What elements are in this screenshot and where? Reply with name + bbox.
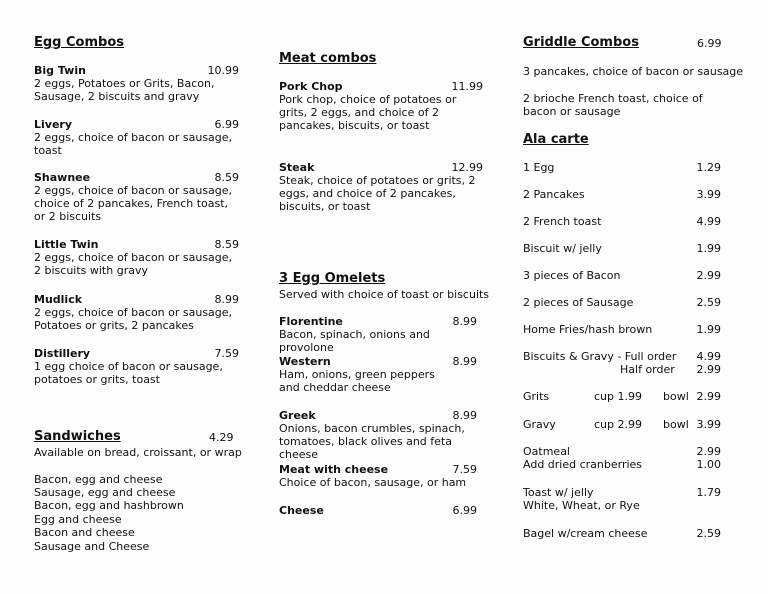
item-name: 2 Pancakes [523,188,585,201]
item-name: 2 French toast [523,215,602,228]
menu-item-livery [34,118,239,157]
toast-options: White, Wheat, or Rye [523,499,640,512]
ala-carte-item [523,215,721,228]
item-name: Mudlick [34,293,83,306]
item-price: 11.99 [451,80,483,93]
menu-item-shawnee [34,171,239,223]
menu-item-mudlick [34,293,239,332]
item-price: 2.99 [696,445,721,458]
item-price: 3.99 [696,418,721,431]
item-description: 2 eggs, Potatoes or Grits, Bacon, Sausage, 2 biscuits and gravy [34,77,215,103]
item-price: 8.99 [214,293,239,306]
addon-price: 1.00 [696,458,721,471]
omelets-note: Served with choice of toast or biscuits [279,288,490,301]
item-price: 2.99 [696,390,721,403]
sandwich-item: Bacon, egg and cheese [34,473,163,486]
item-price: 1.99 [696,242,721,255]
ala-carte-heading: Ala carte [523,132,589,147]
half-order-label: Half order [620,363,675,376]
item-description: Steak, choice of potatoes or grits, 2 eggs, and choice of 2 pancakes, biscuits, or toast [279,174,476,213]
item-price: 2.99 [696,269,721,282]
item-price: 8.99 [452,315,477,328]
cup-price: cup 2.99 [594,418,642,431]
half-order-price: 2.99 [696,363,721,376]
ala-carte-toast [523,486,721,499]
ala-carte-toast-note [523,499,721,512]
sandwich-item: Bacon and cheese [34,526,135,539]
item-description: 2 eggs, choice of bacon or sausage, choice of 2 pancakes, French toast, or 2 biscuits [34,184,233,223]
item-price: 7.59 [214,347,239,360]
menu-item-little-twin [34,238,239,277]
item-name: Biscuit w/ jelly [523,242,602,255]
bowl-label: bowl [663,390,689,403]
ala-carte-biscuits-gravy [523,350,721,363]
menu-item-big-twin [34,64,239,103]
menu-item-greek [279,409,477,461]
item-description: Pork chop, choice of potatoes or grits, 2 eggs, and choice of 2 pancakes, biscuits, or toast [279,93,457,132]
menu-item-florentine [279,315,477,354]
ala-carte-item [523,323,721,336]
bowl-label: bowl [663,418,689,431]
meat-combos-heading: Meat combos [279,51,377,66]
item-name: Gravy [523,418,556,431]
item-description: 2 eggs, choice of bacon or sausage, Potatoes or grits, 2 pancakes [34,306,233,332]
item-name: 3 pieces of Bacon [523,269,621,282]
sandwich-item: Sausage, egg and cheese [34,486,176,499]
item-name: Toast w/ jelly [523,486,594,499]
menu-item-meat-with-cheese [279,463,477,489]
ala-carte-item [523,188,721,201]
item-description: 2 eggs, choice of bacon or sausage, toast [34,131,233,157]
ala-carte-item [523,269,721,282]
omelets-heading: 3 Egg Omelets [279,271,386,286]
item-description: Choice of bacon, sausage, or ham [279,476,467,489]
item-name: Livery [34,118,73,131]
griddle-line: 2 brioche French toast, choice of bacon or sausage [523,92,703,118]
item-price: 2.59 [696,527,721,540]
item-price: 8.99 [452,355,477,368]
item-price: 6.99 [214,118,239,131]
item-price: 8.59 [214,171,239,184]
ala-carte-oatmeal [523,445,721,458]
item-description: Onions, bacon crumbles, spinach, tomatoes, black olives and feta cheese [279,422,465,461]
sandwiches-note: Available on bread, croissant, or wrap [34,446,242,459]
item-price: 3.99 [696,188,721,201]
item-price: 10.99 [207,64,239,77]
cup-price: cup 1.99 [594,390,642,403]
menu-item-western [279,355,477,394]
griddle-line: 3 pancakes, choice of bacon or sausage [523,65,744,78]
griddle-combos-price: 6.99 [697,37,722,50]
item-name: Florentine [279,315,343,328]
item-name: Shawnee [34,171,91,184]
item-description: 1 egg choice of bacon or sausage, potatoes or grits, toast [34,360,223,386]
item-description: Bacon, spinach, onions and provolone [279,328,430,354]
item-price: 1.79 [696,486,721,499]
item-price: 1.29 [696,161,721,174]
item-name: 1 Egg [523,161,555,174]
menu-item-distillery [34,347,239,386]
ala-carte-item [523,161,721,174]
item-price: 4.99 [696,350,721,363]
item-name: Meat with cheese [279,463,389,476]
addon-name: Add dried cranberries [523,458,643,471]
item-price: 6.99 [452,504,477,517]
item-name: Biscuits & Gravy - Full order [523,350,677,363]
item-name: Cheese [279,504,324,517]
sandwiches-price: 4.29 [209,431,234,444]
item-description: Ham, onions, green peppers and cheddar cheese [279,368,435,394]
sandwich-item: Sausage and Cheese [34,540,150,553]
sandwiches-heading: Sandwiches [34,429,121,444]
item-name: Home Fries/hash brown [523,323,653,336]
item-name: Oatmeal [523,445,570,458]
item-name: 2 pieces of Sausage [523,296,634,309]
item-name: Distillery [34,347,91,360]
item-name: Pork Chop [279,80,343,93]
item-price: 8.59 [214,238,239,251]
ala-carte-item [523,242,721,255]
ala-carte-oatmeal-addon [523,458,721,471]
item-name: Greek [279,409,316,422]
ala-carte-bagel [523,527,721,540]
ala-carte-grits [523,390,721,403]
item-name: Western [279,355,331,368]
griddle-combos-heading: Griddle Combos [523,35,639,50]
item-price: 8.99 [452,409,477,422]
item-name: Bagel w/cream cheese [523,527,648,540]
item-name: Steak [279,161,315,174]
item-price: 12.99 [451,161,483,174]
item-description: 2 eggs, choice of bacon or sausage, 2 biscuits with gravy [34,251,233,277]
ala-carte-item [523,296,721,309]
sandwich-item: Egg and cheese [34,513,122,526]
item-name: Grits [523,390,550,403]
item-name: Big Twin [34,64,86,77]
item-name: Little Twin [34,238,99,251]
item-price: 7.59 [452,463,477,476]
item-price: 2.59 [696,296,721,309]
item-price: 1.99 [696,323,721,336]
item-price: 4.99 [696,215,721,228]
menu-item-steak [279,161,483,213]
ala-carte-gravy [523,418,721,431]
menu-item-pork-chop [279,80,483,132]
sandwich-item: Bacon, egg and hashbrown [34,499,184,512]
egg-combos-heading: Egg Combos [34,35,125,50]
menu-item-cheese [279,504,477,517]
